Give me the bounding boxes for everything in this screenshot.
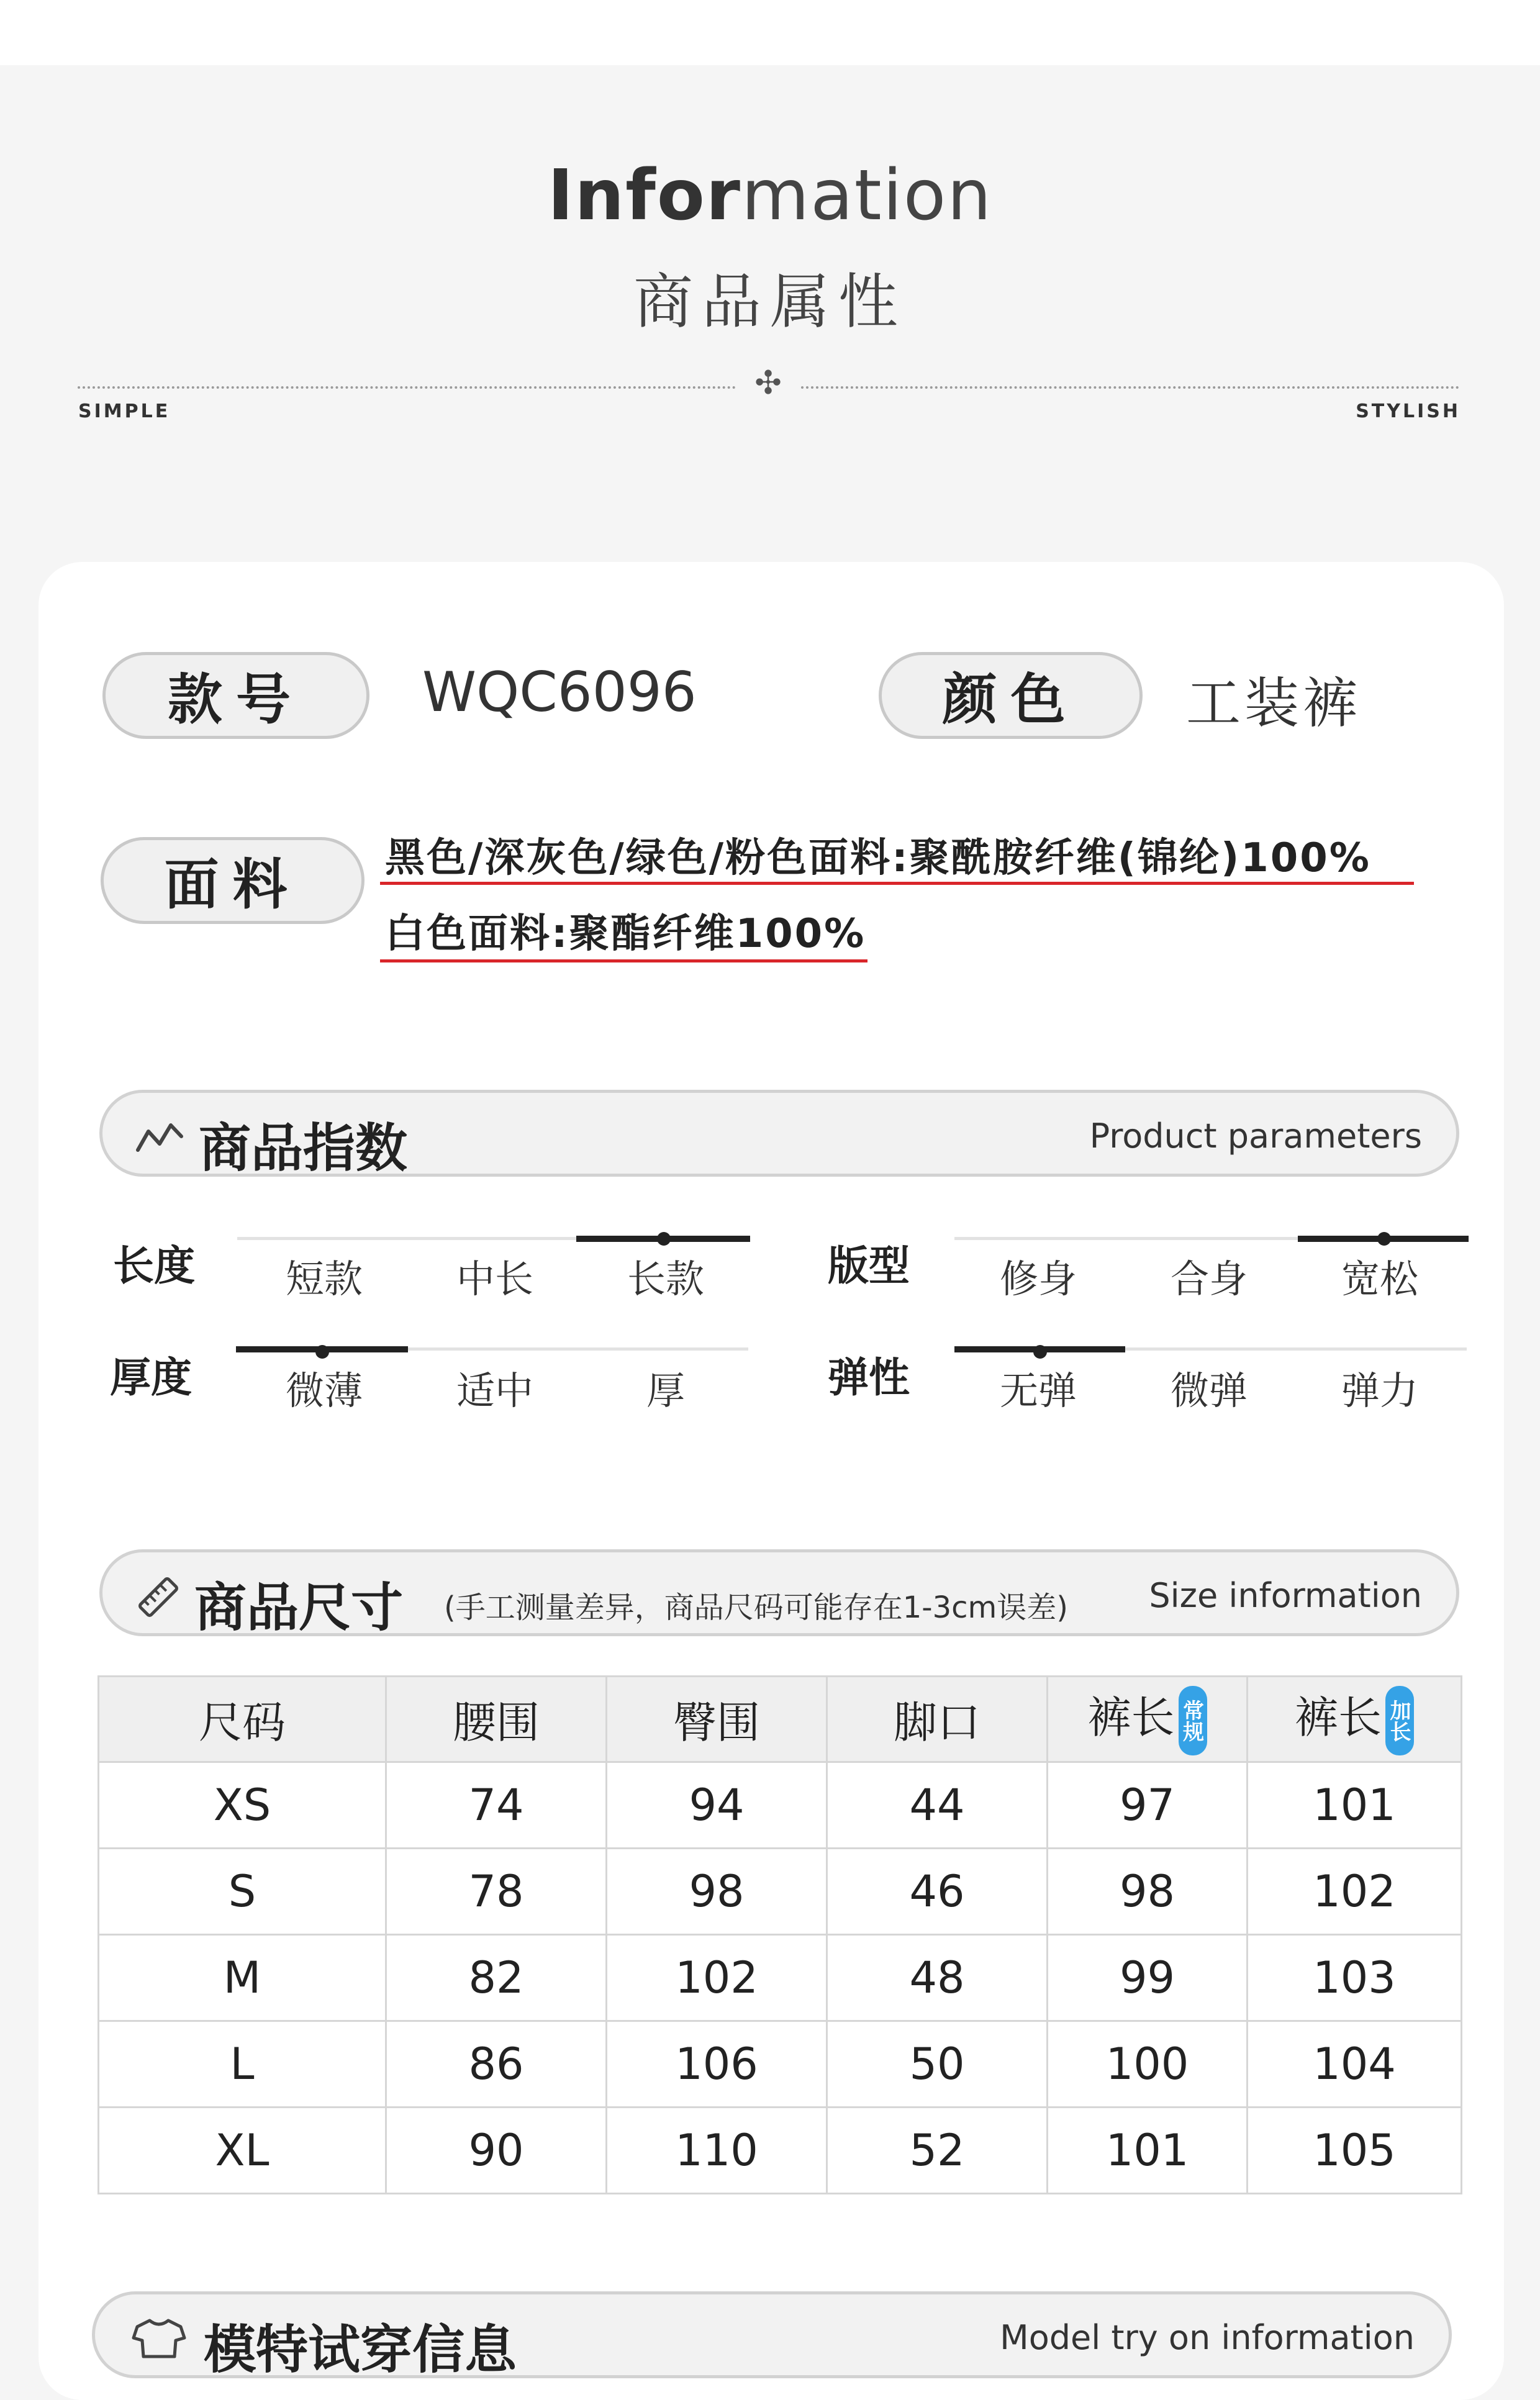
param-label-fit: 版型: [828, 1242, 910, 1290]
ruler-icon: [134, 1572, 183, 1622]
model-title: 模特试穿信息: [204, 2319, 517, 2380]
header-hem: 脚口: [827, 1677, 1048, 1762]
table-cell: 103: [1248, 1935, 1462, 2021]
line-chart-icon: [135, 1118, 184, 1155]
header-length-regular: 裤长 常规: [1048, 1677, 1248, 1762]
table-cell: 78: [386, 1849, 607, 1935]
table-cell: XS: [99, 1762, 386, 1849]
table-cell: M: [99, 1935, 386, 2021]
param-marker-thickness: [315, 1345, 329, 1359]
param-option: 宽松: [1341, 1256, 1418, 1302]
table-row: [99, 2021, 1462, 2108]
table-row: [99, 1762, 1462, 1849]
table-row: [99, 2108, 1462, 2194]
table-cell: 46: [827, 1849, 1048, 1935]
regular-tag: 常规: [1179, 1686, 1207, 1755]
table-cell: 106: [607, 2021, 827, 2108]
param-marker-elasticity: [1033, 1345, 1047, 1359]
table-cell: 44: [827, 1762, 1048, 1849]
table-cell: 94: [607, 1762, 827, 1849]
style-number-pill: 款号: [102, 652, 369, 739]
header-size: 尺码: [99, 1677, 386, 1762]
model-info-bar: [92, 2291, 1452, 2378]
table-cell: 98: [607, 1849, 827, 1935]
size-table: [97, 1675, 1462, 2194]
param-option: 短款: [285, 1256, 363, 1302]
param-option: 长款: [627, 1256, 704, 1302]
stylish-label: STYLISH: [1356, 401, 1461, 422]
fabric-pill: 面料: [101, 837, 365, 924]
table-cell: 52: [827, 2108, 1048, 2194]
header-length-long: 裤长 加长: [1248, 1677, 1462, 1762]
param-option: 中长: [456, 1256, 533, 1302]
table-header-row: [99, 1677, 1462, 1762]
model-title-en: Model try on information: [1000, 2318, 1415, 2357]
fabric-underline-1: [380, 882, 1414, 885]
table-cell: 90: [386, 2108, 607, 2194]
param-marker-length: [657, 1232, 671, 1246]
header-waist: 腰围: [386, 1677, 607, 1762]
divider-left: [78, 386, 736, 389]
size-note: (手工测量差异，商品尺码可能存在1-3cm误差): [444, 1590, 1069, 1625]
params-title: 商品指数: [199, 1118, 408, 1179]
long-tag: 加长: [1385, 1686, 1414, 1755]
divider-right: [801, 386, 1459, 389]
param-option: 合身: [1170, 1256, 1248, 1302]
fabric-line-1: 黑色/深灰色/绿色/粉色面料:聚酰胺纤维(锦纶)100%: [385, 835, 1371, 881]
param-option: 微弹: [1170, 1368, 1248, 1413]
table-cell: 104: [1248, 2021, 1462, 2108]
product-params-bar: [99, 1090, 1459, 1177]
table-cell: L: [99, 2021, 386, 2108]
params-title-en: Product parameters: [1089, 1116, 1422, 1156]
size-info-bar: [99, 1549, 1459, 1636]
param-label-length: 长度: [113, 1242, 195, 1290]
table-row: [99, 1849, 1462, 1935]
size-title: 商品尺寸: [194, 1577, 404, 1638]
table-cell: 74: [386, 1762, 607, 1849]
style-number-value: WQC6096: [422, 660, 697, 724]
table-cell: S: [99, 1849, 386, 1935]
param-option: 修身: [999, 1256, 1077, 1302]
param-option: 微薄: [285, 1368, 363, 1413]
table-cell: 101: [1248, 1762, 1462, 1849]
table-cell: 105: [1248, 2108, 1462, 2194]
param-marker-fit: [1377, 1232, 1391, 1246]
table-cell: 101: [1048, 2108, 1248, 2194]
size-title-en: Size information: [1149, 1576, 1422, 1615]
table-cell: 50: [827, 2021, 1048, 2108]
table-cell: 110: [607, 2108, 827, 2194]
param-option: 弹力: [1341, 1368, 1418, 1413]
table-cell: 97: [1048, 1762, 1248, 1849]
param-option: 厚: [646, 1368, 685, 1413]
table-cell: XL: [99, 2108, 386, 2194]
section-subtitle: 商品属性: [633, 267, 907, 337]
param-label-elasticity: 弹性: [828, 1354, 910, 1402]
table-cell: 98: [1048, 1849, 1248, 1935]
param-option: 无弹: [999, 1368, 1077, 1413]
top-white-strip: [0, 0, 1540, 65]
table-cell: 100: [1048, 2021, 1248, 2108]
table-cell: 48: [827, 1935, 1048, 2021]
section-title: Information: [547, 155, 993, 236]
table-cell: 82: [386, 1935, 607, 2021]
tshirt-icon: [131, 2317, 187, 2360]
crosshair-icon: ✣: [754, 365, 782, 402]
table-cell: 99: [1048, 1935, 1248, 2021]
simple-label: SIMPLE: [78, 401, 171, 422]
param-option: 适中: [456, 1368, 533, 1413]
fabric-line-2: 白色面料:聚酯纤维100%: [385, 911, 866, 957]
fabric-underline-2: [380, 959, 867, 962]
header-hip: 臀围: [607, 1677, 827, 1762]
param-label-thickness: 厚度: [110, 1354, 192, 1402]
table-row: [99, 1935, 1462, 2021]
table-cell: 102: [1248, 1849, 1462, 1935]
table-cell: 102: [607, 1935, 827, 2021]
color-pill: 颜色: [879, 652, 1143, 739]
table-cell: 86: [386, 2021, 607, 2108]
color-value: 工装裤: [1186, 671, 1362, 735]
